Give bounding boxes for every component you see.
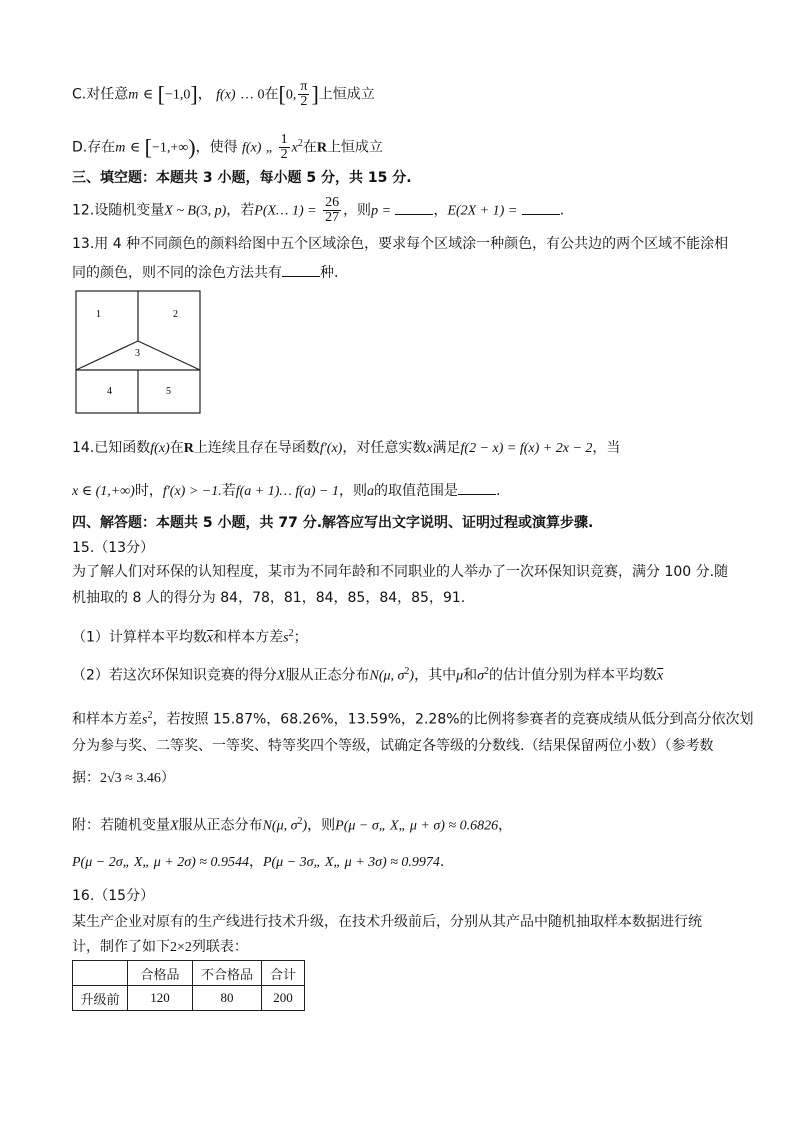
q15-ref-label: 据： (72, 770, 100, 786)
fx: f(x) (216, 87, 236, 103)
q12-fraction (323, 196, 341, 225)
q12-p: p = (371, 203, 392, 219)
section3-heading: 三、填空题：本题共 3 小题，每小题 5 分，共 15 分. (72, 170, 412, 186)
var-a: a (367, 484, 375, 499)
table-cell: 升级前 (73, 986, 128, 1011)
question-14-line1 (72, 438, 620, 459)
fx: f(x) (242, 140, 262, 156)
paren-close: ) (302, 818, 308, 834)
option-c (72, 80, 375, 109)
var-mu: μ (456, 668, 464, 684)
option-c-suffix: 上恒成立 (318, 86, 375, 103)
q15-ref-end: ） (160, 770, 175, 786)
divider-right-diag (138, 341, 200, 370)
q15-part1-text2: 和样本方差 (213, 629, 284, 646)
q12-cond: ，若 (226, 202, 255, 219)
option-d (72, 132, 383, 162)
relation: „ (265, 140, 273, 156)
q15-part2-text4: 和 (463, 667, 478, 684)
table-header-cell: 合格品 (128, 961, 193, 986)
option-c-prefix: C.对任意 (72, 86, 129, 103)
q15-header: 15.（13分） (72, 540, 155, 556)
q12-prob: P(X… 1) = (254, 203, 317, 219)
on-text: 在 (302, 139, 317, 156)
var-X: X (170, 818, 179, 834)
prob-1sigma: P(μ − σ„ X„ μ + σ) ≈ 0.6826 (335, 818, 499, 834)
frac-den: 27 (325, 210, 340, 225)
on-text: 在 (264, 86, 279, 103)
q15-part3 (72, 706, 754, 731)
q15-part1-text: （1）计算样本平均数 (72, 629, 207, 646)
answer-blank-e[interactable] (522, 200, 560, 215)
table-header-cell (73, 961, 128, 986)
x-bar: $\overline{x}$ (206, 630, 214, 646)
table-row (73, 986, 305, 1011)
region-label-3: 3 (135, 348, 140, 359)
sep: ， (197, 86, 212, 103)
q16-intro-1: 某生产企业对原有的生产线进行技术升级，在技术升级前后，分别从其产品中随机抽取样本数据进行统 (72, 914, 702, 930)
region-label-1: 1 (96, 309, 101, 320)
q15-intro-1: 为了解人们对环保的认知程度，某市为不同年龄和不同职业的人举办了一次环保知识竞赛，满分 100 分.随 (72, 564, 729, 580)
question-12 (72, 196, 564, 226)
contingency-table (72, 960, 305, 1011)
q14-text1: 上连续且存在导函数 (193, 440, 320, 456)
q16-intro-text: 计，制作了如下 (72, 939, 170, 955)
q15-part2-text3: ，其中 (414, 667, 457, 684)
q16-header: 16.（15分） (72, 888, 155, 904)
bracket-open: [ (144, 134, 152, 160)
frac-den: 2 (280, 147, 288, 163)
var-sigma: σ (477, 668, 485, 684)
square: 2 (404, 666, 410, 677)
appendix-sep: ， (498, 817, 513, 834)
q15-part2-text: （2）若这次环保知识竞赛的得分 (72, 667, 277, 684)
q14-end: . (496, 483, 501, 499)
q16-intro-2 (72, 937, 248, 958)
in-symbol: ∈ (129, 140, 141, 156)
q15-part2-text2: 服从正态分布 (285, 667, 370, 684)
frac-num: 26 (325, 195, 340, 210)
question-14-line2 (72, 480, 500, 502)
question-13-line2 (72, 262, 338, 283)
q12-comma: ， (433, 202, 448, 219)
q15-ref-value: 2√3 ≈ 3.46 (100, 771, 161, 786)
normal-dist: N(μ, σ (369, 668, 405, 684)
region-label-2: 2 (173, 309, 178, 320)
region-label-4: 4 (107, 386, 112, 397)
q15-appendix (72, 812, 512, 837)
table-cell: 200 (262, 986, 305, 1011)
answer-blank-13[interactable] (282, 262, 320, 277)
var-x: x (291, 140, 298, 156)
real-set: R (316, 140, 327, 156)
appendix-text2: 服从正态分布 (178, 817, 263, 834)
relation: … 0 (240, 87, 265, 103)
var-s: s (142, 712, 148, 728)
q12-lead: 12.设随机变量 (72, 202, 165, 219)
var-m: m (115, 140, 126, 156)
q12-e: E(2X + 1) = (447, 203, 518, 219)
on-text: 在 (169, 440, 184, 456)
q14-text7: ，则 (339, 483, 368, 499)
table-header-cell: 不合格品 (193, 961, 262, 986)
q12-end: . (559, 202, 565, 219)
region-label-5: 5 (166, 386, 171, 397)
q14-text8: 的取值范围是 (374, 483, 459, 499)
bracket-close: ] (190, 81, 198, 107)
interval: −1,+∞ (151, 140, 189, 156)
q15-part5 (72, 768, 175, 789)
bracket-open-2: [ (278, 81, 286, 107)
prob-3sigma: P(μ − 3σ„ X„ μ + 3σ) ≈ 0.9974 (262, 855, 440, 870)
answer-blank-14[interactable] (458, 480, 496, 495)
answer-blank-p[interactable] (395, 200, 433, 215)
q15-intro-2: 机抽取的 8 人的得分为 84，78，81，84，85，84，85，91. (72, 590, 466, 606)
var-X: X (276, 668, 286, 684)
q14-text4: ，当 (592, 440, 621, 456)
q15-part3-text2: ，若按照 15.87%，68.26%，13.59%，2.28%的比例将参赛者的竞赛成绩从低分到高分依次划 (152, 711, 754, 728)
frac-den: 2 (300, 94, 308, 109)
in-symbol: ∈ (142, 87, 154, 103)
square: 2 (297, 138, 303, 149)
bracket-open: [ (157, 81, 165, 107)
option-d-prefix: D.存在 (72, 139, 116, 156)
q14-text2: ，对任意实数 (342, 440, 427, 456)
table-header-cell: 合计 (262, 961, 305, 986)
region-diagram (75, 290, 203, 416)
table-cell: 80 (193, 986, 262, 1011)
q14-domain: x ∈ (1,+∞) (72, 484, 135, 499)
section4-heading: 四、解答题：本题共 5 小题，共 77 分.解答应写出文字说明、证明过程或演算步骤. (72, 515, 594, 531)
var-m: m (128, 87, 139, 103)
q15-part2-text5: 的估计值分别为样本平均数 (489, 667, 658, 684)
question-13-line1: 13.用 4 种不同颜色的颜料给图中五个区域涂色，要求每个区域涂一种颜色，有公共边的两个区域不能涂相 (72, 236, 729, 252)
frac-num: π (300, 79, 308, 94)
q14-text5: 时， (134, 483, 163, 499)
pi-over-2 (298, 80, 309, 109)
square: 2 (297, 816, 303, 827)
prob-2sigma: P(μ − 2σ„ X„ μ + 2σ) ≈ 0.9544 (72, 855, 249, 870)
x-bar: $\overline{x}$ (657, 668, 664, 684)
option-d-suffix: 上恒成立 (326, 139, 383, 156)
q15-part2 (72, 662, 663, 687)
q16-dims: 2×2 (170, 940, 192, 955)
appendix-end: . (439, 854, 445, 870)
appendix-text: 附：若随机变量 (72, 817, 170, 834)
q14-text3: 满足 (432, 440, 461, 456)
q14-equation: f(2 − x) = f(x) + 2x − 2 (460, 441, 593, 456)
square: 2 (147, 710, 153, 721)
paren-close: ) (188, 134, 196, 160)
q16-intro-end: 列联表： (191, 939, 248, 955)
appendix-sep2: ， (248, 854, 263, 870)
table-header-row (73, 961, 305, 986)
square: 2 (484, 666, 490, 677)
q14-inequality: f′(x) > −1. (162, 484, 222, 499)
table-cell: 120 (128, 986, 193, 1011)
q15-appendix-2 (72, 852, 444, 873)
q13-end: 种. (320, 265, 339, 281)
real-set: R (183, 441, 194, 456)
q14-text6: 若 (221, 483, 236, 499)
interval-start: 0, (285, 87, 297, 103)
q15-part4: 分为参与奖、二等奖、一等奖、特等奖四个等级，试确定各等级的分数线.（结果保留两位小数）（参考数 (72, 738, 714, 754)
fpx: f′(x) (319, 441, 343, 456)
option-d-mid: ，使得 (195, 139, 238, 156)
paren-close: ) (409, 668, 415, 684)
bracket-close-2: ] (311, 81, 319, 107)
square: 2 (288, 628, 294, 639)
q12-dist: X ~ B(3, p) (164, 203, 227, 219)
one-half (279, 133, 290, 162)
var-x: x (426, 441, 433, 456)
frac-num: 1 (280, 132, 288, 148)
q14-lead: 14.已知函数 (72, 440, 151, 456)
q14-condition: f(a + 1)… f(a) − 1 (235, 484, 340, 499)
divider-left-diag (76, 341, 138, 370)
appendix-text3: ，则 (307, 817, 336, 834)
fx: f(x) (150, 441, 170, 456)
normal-dist: N(μ, σ (262, 818, 298, 834)
q15-part1 (72, 624, 308, 649)
q15-part1-end: ； (293, 629, 308, 646)
var-s: s (283, 630, 289, 646)
q12-then: ，则 (343, 202, 372, 219)
q13-text: 同的颜色，则不同的涂色方法共有 (72, 265, 282, 281)
interval: −1,0 (164, 87, 191, 103)
q15-part3-text: 和样本方差 (72, 711, 142, 728)
